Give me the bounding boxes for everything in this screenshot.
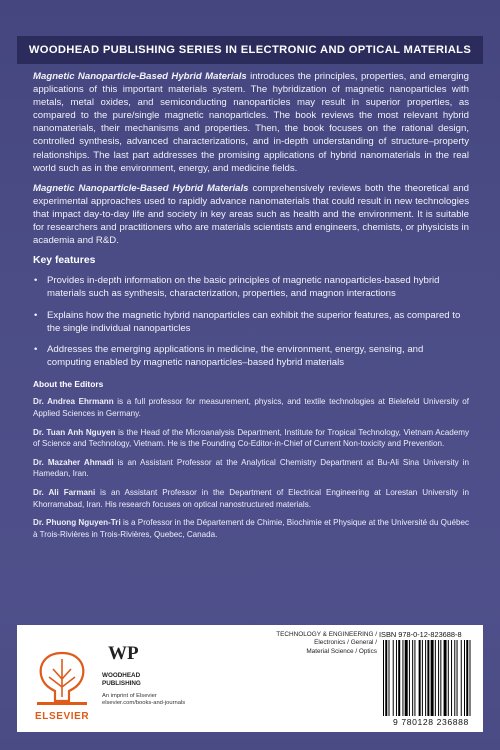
editor-bio xyxy=(33,427,469,450)
editor-name: Dr. Mazaher Ahmadi xyxy=(33,457,114,467)
editor-text: is an Assistant Professor at the Analytical Chemistry Department at Bu-Ali Sina University in Hamedan, Iran. xyxy=(33,457,469,479)
elsevier-wordmark: ELSEVIER xyxy=(35,711,90,722)
wp-logo: WP xyxy=(108,643,139,664)
subject-line: Electronics / General / xyxy=(314,639,377,647)
elsevier-tree-logo xyxy=(33,647,91,709)
barcode-image xyxy=(383,640,481,716)
description-paragraph-1 xyxy=(33,70,469,175)
key-feature-item: • Addresses the emerging applications in medicine, the environment, energy, sensing, and computing enabled by magnetic nanoparticles–based hybrid materials xyxy=(33,343,469,369)
description-paragraph-2 xyxy=(33,182,469,247)
editor-text: is an Assistant Professor in the Department of Electrical Engineering at Lorestan University in Khorramabad, Iran. His research focuses on optical nanostructured materials. xyxy=(33,488,469,509)
series-title-bar xyxy=(17,36,483,64)
editor-name: Dr. Ali Farmani xyxy=(33,488,96,497)
editor-text: is the Head of the Microanalysis Department, Institute for Tropical Technology, Vietnam Academy of Science and Technology, Vietnam. He is the Founding Co-Editor-in-Chief of Current Non-toxicity and Prevention. xyxy=(33,427,470,449)
barcode-number: 9 780128 236888 xyxy=(393,717,469,727)
imprint-info xyxy=(102,693,185,708)
editor-bio xyxy=(33,396,469,419)
editor-text: is a Professor in the Département de Chimie, Biochimie et Physique at the Université du Québec à Trois-Rivières in Trois-Rivières, Quebec, Canada. xyxy=(33,518,469,539)
book-title: Magnetic Nanoparticle-Based Hybrid Materials xyxy=(33,182,249,194)
key-features-list xyxy=(33,274,469,369)
editors-heading: About the Editors xyxy=(33,379,104,390)
editor-bio xyxy=(33,517,469,540)
book-title: Magnetic Nanoparticle-Based Hybrid Materials xyxy=(33,71,247,82)
editor-bio xyxy=(33,457,469,480)
paragraph-text: comprehensively reviews both the theoretical and experimental approaches used to rapidly advance nanomaterials that could result in new technologies that impact day-to-day life and society in key areas such as health and the environment. It is suitable for researchers and practitioners who are materials scientists and engineers, chemists, or physicists in academia and R&D. xyxy=(33,182,470,247)
woodhead-publishing-name xyxy=(102,672,141,687)
editor-name: Dr. Andrea Ehrmann xyxy=(33,397,114,407)
key-features-heading: Key features xyxy=(33,255,96,267)
key-feature-item: • Provides in-depth information on the basic principles of magnetic nanoparticles-based hybrid materials such as synthesis, characterization, properties, and magnon interactions xyxy=(33,274,469,300)
editor-name: Dr. Phuong Nguyen-Tri xyxy=(33,518,121,528)
key-feature-item: • Explains how the magnetic hybrid nanoparticles can exhibit the superior features, as compared to the single individual nanoparticles xyxy=(33,309,469,335)
footer-panel xyxy=(17,625,483,732)
wp-line: PUBLISHING xyxy=(102,679,141,687)
editor-text: is a full professor for measurement, physics, and textile technologies at Bielefeld University of Applied Sciences in Germany. xyxy=(33,397,469,419)
wp-line: WOODHEAD xyxy=(102,672,141,679)
subject-line: TECHNOLOGY & ENGINEERING / xyxy=(276,631,377,638)
subject-line: Material Science / Optics xyxy=(306,647,377,655)
imprint-line: An imprint of Elsevier xyxy=(102,693,157,699)
editor-name: Dr. Tuan Anh Nguyen xyxy=(33,427,116,437)
isbn-label: ISBN 978-0-12-823688-8 xyxy=(379,630,462,639)
subject-category xyxy=(237,631,377,656)
publisher-logos xyxy=(17,625,227,732)
editor-bio xyxy=(33,487,469,510)
imprint-line: elsevier.com/books-and-journals xyxy=(102,700,186,707)
cover-text xyxy=(33,70,469,547)
series-title: WOODHEAD PUBLISHING SERIES IN ELECTRONIC AND OPTICAL MATERIALS xyxy=(28,44,472,56)
paragraph-text: introduces the principles, properties, and emerging applications of this important materials system. The hybridization of magnetic nanoparticles with metals, metal oxides, and semiconducting nanoparticles may result in superior properties, as compared to the pure/single magnetic nanoparticles. The book reviews the most relevant hybrid nanomaterials, their mechanisms and properties. Then, the book focuses on the rational design, controlled synthesis, advanced characterizations, and in-depth understanding of structure–property relationships. The last part addresses the promising applications of hybrid nanomaterials in the real world such as in the environment, energy, and medicine fields. xyxy=(33,71,469,174)
